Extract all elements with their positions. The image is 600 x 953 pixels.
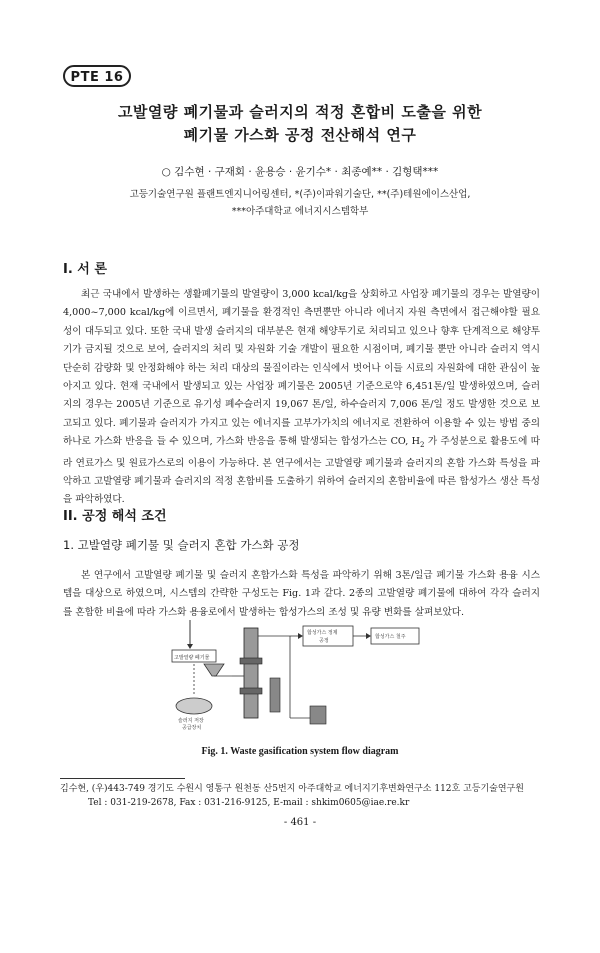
paper-title-line1: 고발열량 폐기물과 슬러지의 적정 혼합비 도출을 위한 xyxy=(117,103,483,121)
subsection-heading-gasification: 1. 고발열량 폐기물 및 슬러지 혼합 가스화 공정 xyxy=(63,538,300,552)
scrubber-vessel xyxy=(310,706,326,724)
footnote-contact: Tel : 031-219-2678, Fax : 031-216-9125, E-mail : shkim0605@iae.re.kr xyxy=(88,798,410,808)
section-heading-introduction: I. 서 론 xyxy=(63,262,107,277)
author-list: ○ 김수현 · 구재회 · 윤용승 · 윤기수* · 최종예** · 김형택*** xyxy=(161,166,439,178)
para1-tail-text: 가 주성분으로 활용도에 따라 연료가스 및 원료가스로의 이용이 가능하다. 본 연구에서는 고발열량 폐기물과 슬러지의 혼합 가스화 특성을 파악하고 고발열량 폐기물과 슬러지의 적정 혼합비를 도출하기 위하여 슬러지의 혼합비율에 따른 합성가스 생산 특성을 파악하였다. xyxy=(63,436,540,506)
quench-vessel xyxy=(270,678,280,712)
feed-hopper xyxy=(204,664,224,676)
page-number: - 461 - xyxy=(283,817,317,828)
gasifier-reactor xyxy=(244,628,258,718)
gasification-flow-diagram xyxy=(160,618,440,738)
footnote-address: 김수현, (우)443-749 경기도 수원시 영통구 원천동 산5번지 아주대학교 에너지기후변화연구소 112호 고등기술연구원 xyxy=(60,784,524,794)
sludge-label-1: 슬러지 저장 xyxy=(178,718,204,724)
feed-label: 고발열량 폐기물 xyxy=(174,655,210,661)
box2-label: 합성가스 철주 xyxy=(375,634,406,640)
affiliation-line1: 고등기술연구원 플랜트엔지니어링센터, *(주)이파워기술단, **(주)테원에이스산업, xyxy=(129,189,471,200)
affiliation-line2: ***아주대학교 에너지시스템학부 xyxy=(231,206,369,217)
sludge-tank xyxy=(176,698,212,714)
process-paragraph: 본 연구에서 고발열량 폐기물 및 슬러지 혼합가스화 특성을 파악하기 위해 3톤/일급 폐기물 가스화 용융 시스템을 대상으로 하였으며, 시스템의 간략한 구성도는 Fig. 1과 같다. 2종의 고발열량 폐기물에 대하여 각각 슬러지를 혼합한 비율에 따라 가스화 용융로에서 발생하는 합성가스의 조성 및 유량 변화를 살펴보았다. xyxy=(63,570,540,618)
session-badge: PTE 16 xyxy=(63,65,131,87)
introduction-paragraph xyxy=(63,286,540,510)
figure-caption: Fig. 1. Waste gasification system flow diagram xyxy=(201,746,399,757)
h2-subscript: 2 xyxy=(420,441,425,450)
sludge-label-2: 공급장치 xyxy=(182,725,202,731)
box1-line2: 공정 xyxy=(319,638,329,644)
section-heading-process: II. 공정 해석 조건 xyxy=(63,509,167,524)
para1-text: 최근 국내에서 발생하는 생활폐기물의 발열량이 3,000 kcal/kg을 상회하고 사업장 폐기물의 경우는 발열량이 4,000~7,000 kcal/kg에 이르면서, 폐기물을 환경적인 측면뿐만 아니라 에너지 자원 측면에서 접근해야할 필요성이 대두되고 있다. 또한 국내 발생 슬러지의 대부분은 현재 해양투기로 처리되고 있으나 향후 단계적으로 해양투기가 금지될 것으로 보여, 슬러지의 처리 및 자원화 기술 개발이 필요한 시점이며, 폐기물 뿐만 아니라 슬러지 역시 단순히 감량화 및 안정화해야 하는 처리 대상의 물질이라는 인식에서 벗어나 이들 시료의 자원화에 대한 관심이 높아지고 있다. 현재 국내에서 발생되고 있는 사업장 폐기물은 2005년 기준으로약 6,451톤/일 발생하였으며, 슬러지의 경우는 2005년 기준으로 유기성 폐수슬러지 19,067 톤/일, 하수슬러지 7,006 톤/일 정도 발생한 것으로 보고되고 있다. 폐기물과 슬러지가 가지고 있는 에너지를 고부가가치의 에너지로 전환하여 이용할 수 있는 방법 중의 하나로 가스화 반응을 들 수 있으며, 가스화 반응을 통해 발생되는 합성가스는 CO, H xyxy=(63,289,540,448)
box1-line1: 합성가스 정제 xyxy=(307,630,338,636)
paper-title-line2: 폐기물 가스화 공정 전산해석 연구 xyxy=(183,126,417,144)
footnote-rule xyxy=(60,778,185,779)
